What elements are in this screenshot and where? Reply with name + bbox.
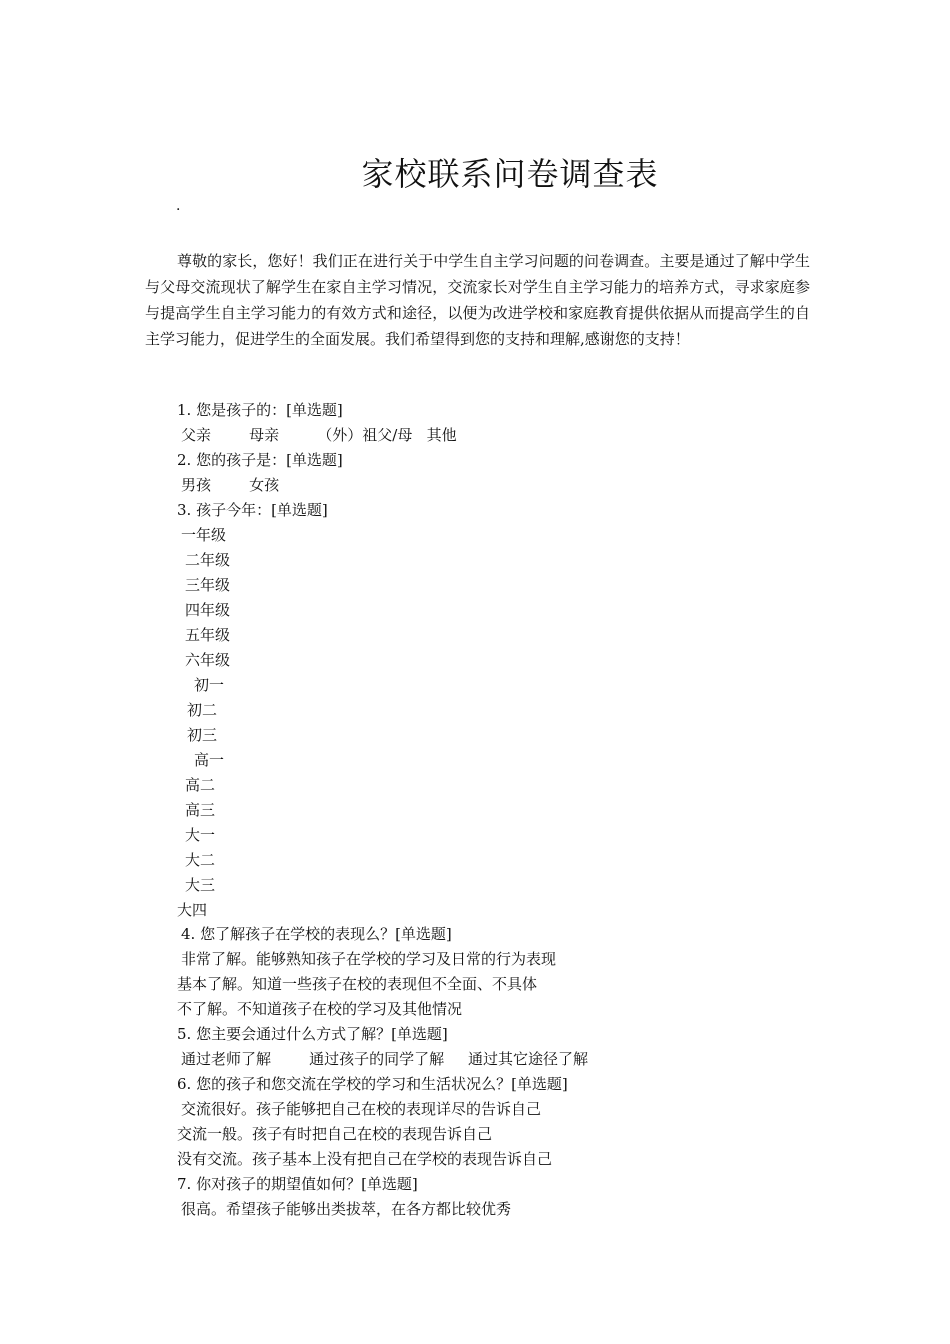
question-3: 3. 孩子今年：[单选题] xyxy=(177,501,328,519)
q3-option: 大一 xyxy=(185,826,216,844)
q1-options: 父亲 母亲 （外）祖父/母 其他 xyxy=(181,426,457,444)
q3-option: 大四 xyxy=(177,901,208,919)
question-7: 7. 你对孩子的期望值如何？[单选题] xyxy=(177,1175,418,1193)
question-6: 6. 您的孩子和您交流在学校的学习和生活状况么？[单选题] xyxy=(177,1075,568,1093)
question-4: 4. 您了解孩子在学校的表现么？[单选题] xyxy=(181,925,452,943)
q3-option: 六年级 xyxy=(185,651,231,669)
q3-option: 高二 xyxy=(185,776,216,794)
document-title: 家校联系问卷调查表 xyxy=(361,155,659,193)
q7-option: 很高。希望孩子能够出类拔萃，在各方都比较优秀 xyxy=(181,1200,512,1218)
q3-option: 一年级 xyxy=(181,526,227,544)
q4-option: 基本了解。知道一些孩子在校的表现但不全面、不具体 xyxy=(177,975,538,993)
question-2: 2. 您的孩子是：[单选题] xyxy=(177,451,343,469)
q3-option: 三年级 xyxy=(185,576,231,594)
q3-option: 大二 xyxy=(185,851,216,869)
q6-option: 没有交流。孩子基本上没有把自己在学校的表现告诉自己 xyxy=(177,1150,553,1168)
q4-option: 非常了解。能够熟知孩子在学校的学习及日常的行为表现 xyxy=(181,950,557,968)
q3-option: 初一 xyxy=(194,676,225,694)
q3-option: 四年级 xyxy=(185,601,231,619)
q4-option: 不了解。不知道孩子在校的学习及其他情况 xyxy=(177,1000,463,1018)
q5-options: 通过老师了解 通过孩子的同学了解 通过其它途径了解 xyxy=(181,1050,588,1068)
q2-options: 男孩 女孩 xyxy=(181,476,280,494)
q6-option: 交流一般。孩子有时把自己在校的表现告诉自己 xyxy=(177,1125,493,1143)
intro-paragraph: 尊敬的家长，您好！我们正在进行关于中学生自主学习问题的问卷调查。主要是通过了解中学生与父母交流现状了解学生在家自主学习情况，交流家长对学生自主学习能力的培养方式，寻求家庭参与提高学生自主学习能力的有效方式和途径，以便为改进学校和家庭教育提供依据从而提高学生的自主学习能力，促进学生的全面发展。我们希望得到您的支持和理解,感谢您的支持！ xyxy=(145,252,810,348)
dot-marker: · xyxy=(176,202,181,218)
q3-option: 初二 xyxy=(187,701,218,719)
question-1: 1. 您是孩子的：[单选题] xyxy=(177,401,343,419)
q3-option: 大三 xyxy=(185,876,216,894)
q3-option: 高一 xyxy=(194,751,225,769)
q3-option: 二年级 xyxy=(185,551,231,569)
q3-option: 高三 xyxy=(185,801,216,819)
q3-option: 初三 xyxy=(187,726,218,744)
question-5: 5. 您主要会通过什么方式了解？[单选题] xyxy=(177,1025,448,1043)
q3-option: 五年级 xyxy=(185,626,231,644)
q6-option: 交流很好。孩子能够把自己在校的表现详尽的告诉自己 xyxy=(181,1100,542,1118)
